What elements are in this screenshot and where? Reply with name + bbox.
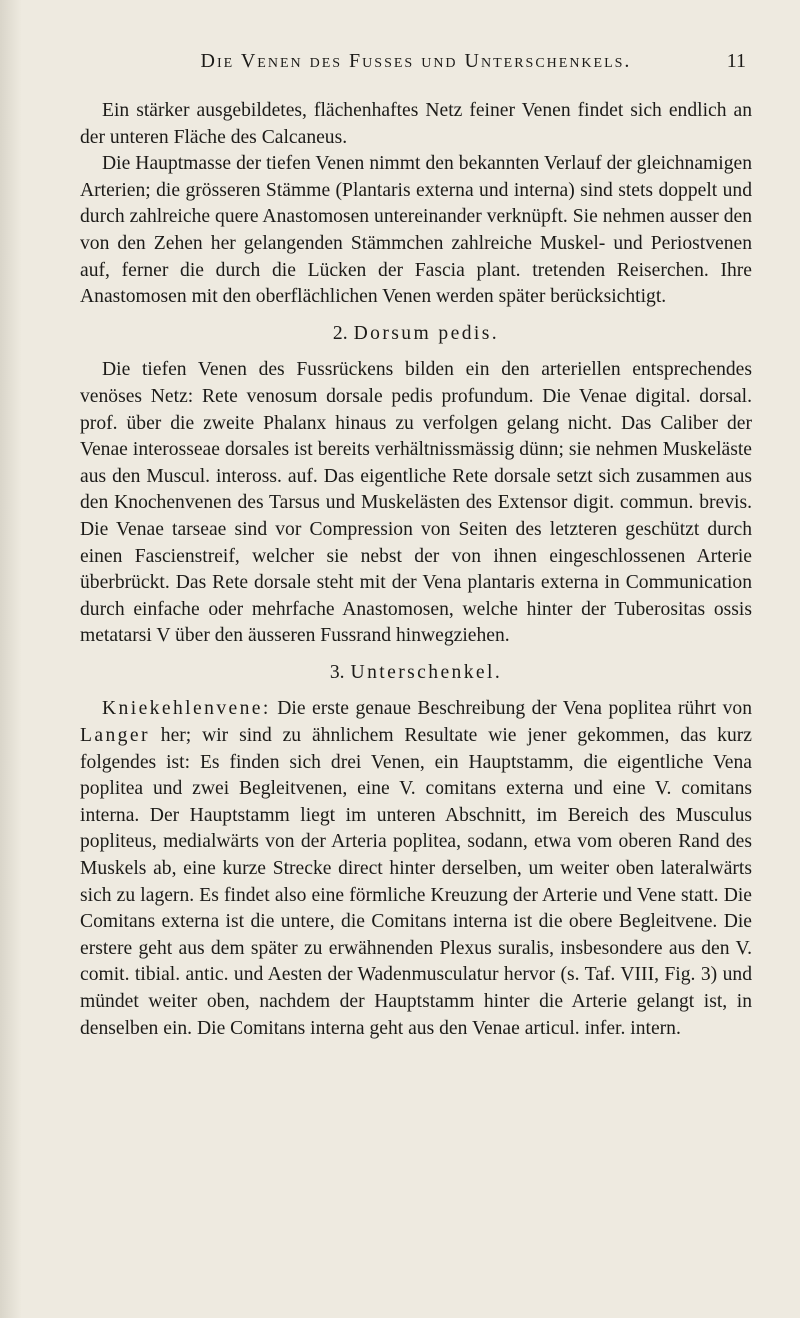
running-head — [80, 50, 752, 80]
text-segment: her; wir sind zu ähnlichem Resultate wie jener gekommen, das kurz folgendes ist: Es finden sich drei Venen, ein Hauptstamm, die eigentliche Vena poplitea und zwei Begleitvenen, eine V. comitans externa und eine V. comitans interna. Der Hauptstamm liegt im unteren Abschnitt, im Bereich des Musculus popliteus, medialwärts von der Arteria poplitea, sodann, etwa vom oberen Rand des Muskels ab, eine kurze Strecke direct hinter derselben, um weiter oben lateralwärts sich zu lagern. Es findet also eine förmliche Kreuzung der Arterie und Vene statt. Die Comitans externa ist die untere, die Comitans interna ist die obere Begleitvene. Die erstere geht aus dem später zu erwähnenden Plexus suralis, insbesondere aus den V. comit. tibial. antic. und Aesten der Wadenmusculatur hervor (s. Taf. VIII, Fig. 3) und mündet weiter oben, nachdem der Hauptstamm hinter die Arterie gelangt ist, in denselben ein. Die Comitans interna geht aus den Venae articul. infer. intern. — [80, 725, 752, 1039]
author-name: Langer — [80, 725, 150, 747]
paragraph-calcaneus: Ein stärker ausgebildetes, flächenhaftes Netz feiner Venen findet sich endlich an der unteren Fläche des Calcaneus. — [80, 100, 752, 148]
section-heading-dorsum-pedis — [80, 321, 752, 348]
section-number: 3. — [329, 661, 345, 683]
running-title: Die Venen des Fusses und Unterschenkels. — [200, 50, 632, 72]
paragraph-kniekehlenvene — [80, 696, 752, 1042]
page-number: 11 — [726, 50, 746, 72]
text-segment: Die erste genaue Beschreibung der Vena poplitea rührt von — [277, 698, 752, 720]
body-text — [80, 98, 752, 1042]
section-title: Dorsum pedis. — [353, 322, 500, 344]
section-heading-unterschenkel — [80, 660, 752, 687]
section-number: 2. — [332, 322, 348, 344]
paragraph-deep-veins: Die Hauptmasse der tiefen Venen nimmt den bekannten Verlauf der gleichnamigen Arterien; die grösseren Stämme (Plantaris externa und interna) sind stets doppelt und durch zahlreiche quere Anastomosen untereinander verknüpft. Sie nehmen ausser den von den Zehen her gelangenden Stämmchen zahlreiche Muskel- und Periostvenen auf, ferner die durch die Lücken der Fascia plant. tretenden Reiserchen. Ihre Anastomosen mit den oberflächlichen Venen werden später berücksichtigt. — [80, 153, 752, 308]
term-kniekehlenvene: Kniekehlenvene: — [102, 698, 271, 720]
section-title: Unterschenkel. — [350, 661, 503, 683]
paragraph-dorsum-pedis: Die tiefen Venen des Fussrückens bilden ein den arteriellen entsprechendes venöses Netz: Rete venosum dorsale pedis profundum. Die Venae digital. dorsal. prof. über die zweite Phalanx hinaus zu verfolgen gelang nicht. Das Caliber der Venae interosseae dorsales ist bereits verhältnissmässig dünn; sie nehmen Muskeläste aus den Muscul. inteross. auf. Das eigentliche Rete dorsale setzt sich zusammen aus den Knochenvenen des Tarsus und Muskelästen des Extensor digit. commun. brevis. Die Venae tarseae sind vor Compression von Seiten des letzteren geschützt durch einen Fascienstreif, welcher sie nebst der von ihnen eingeschlossenen Arterie überbrückt. Das Rete dorsale steht mit der Vena plantaris externa in Communication durch einfache oder mehrfache Anastomosen, welche hinter der Tuberositas ossis metatarsi V über den äusseren Fussrand hinwegziehen. — [80, 359, 752, 647]
